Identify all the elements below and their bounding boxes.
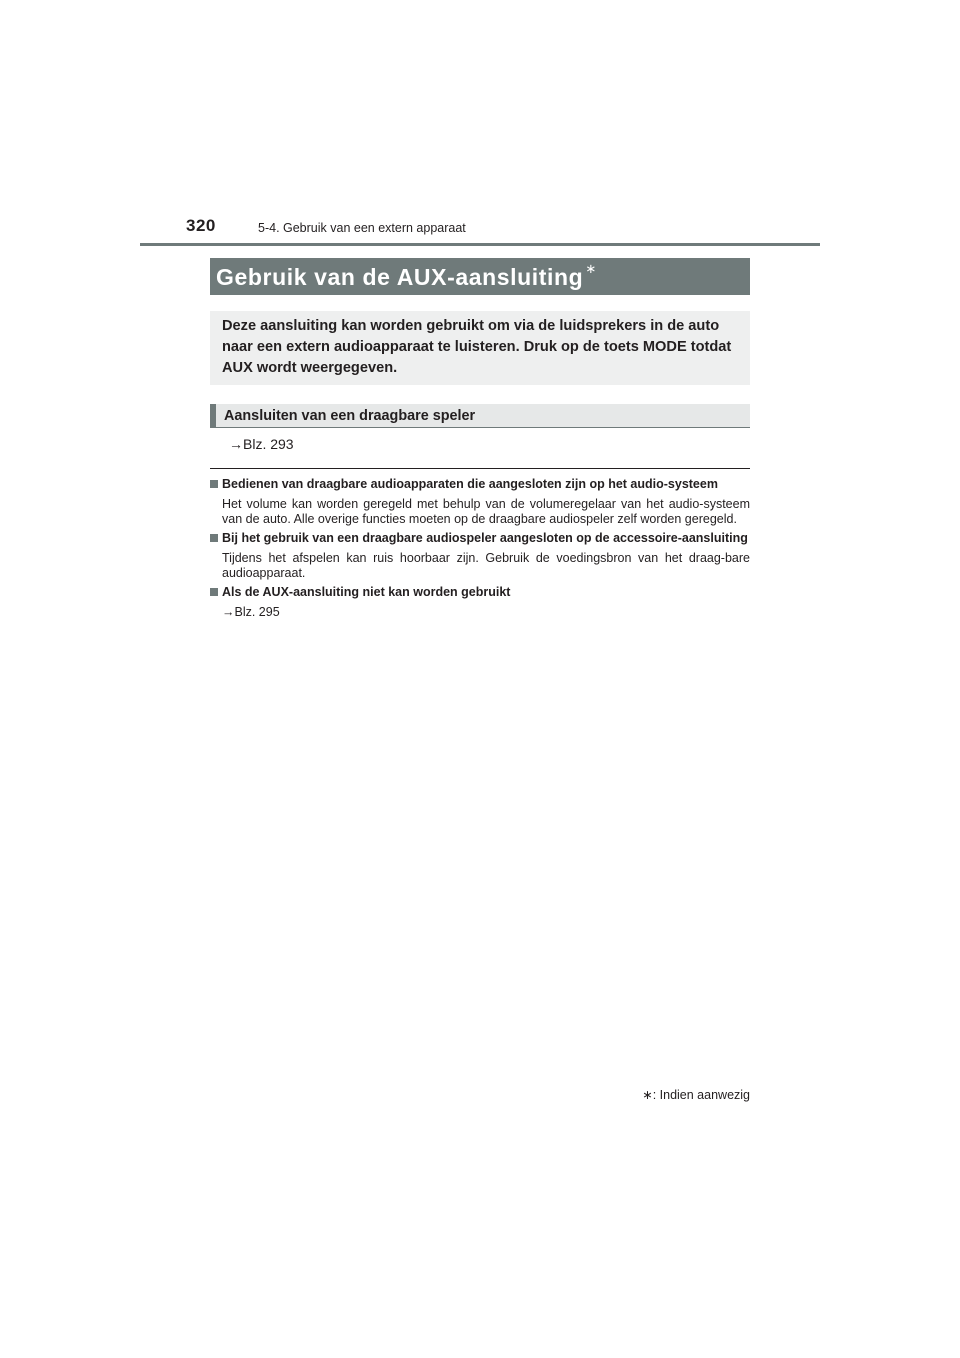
availability-marker: ∗: [585, 261, 597, 276]
square-bullet-icon: [210, 534, 218, 542]
note-title: [210, 531, 750, 546]
section-marker: [210, 404, 216, 427]
section-heading: [210, 404, 750, 428]
section-divider: [210, 468, 750, 469]
note-title-text: Bedienen van draagbare audioapparaten die aangesloten zijn op het audio-systeem: [222, 477, 718, 491]
running-head: 5-4. Gebruik van een extern apparaat: [258, 221, 466, 235]
note-title-text: Bij het gebruik van een draagbare audiospeler aangesloten op de accessoire-aansluiting: [222, 531, 748, 545]
page-number: 320: [186, 216, 216, 235]
square-bullet-icon: [210, 588, 218, 596]
section-heading-label: Aansluiten van een draagbare speler: [224, 408, 476, 424]
page-reference-link[interactable]: →Blz. 295: [222, 605, 280, 619]
note-item: [210, 477, 750, 526]
note-body: Tijdens het afspelen kan ruis hoorbaar zijn. Gebruik de voedingsbron van het draag-bare audioapparaat.: [222, 551, 750, 580]
page-reference-link[interactable]: →Blz. 293: [229, 436, 294, 452]
note-item: [210, 531, 750, 580]
notes-list: [210, 477, 750, 625]
intro-box: Deze aansluiting kan worden gebruikt om via de luidsprekers in de auto naar een extern audioapparaat te luisteren. Druk op de toets MODE totdat AUX wordt weergegeven.: [210, 311, 750, 385]
page-title: [210, 258, 750, 295]
note-body: Het volume kan worden geregeld met behulp van de volumeregelaar van het audio-systeem van de auto. Alle overige functies moeten op de draagbare audiospeler zelf worden geregeld.: [222, 497, 750, 526]
note-title: [210, 585, 750, 600]
note-title: [210, 477, 750, 492]
header-divider: [140, 243, 820, 246]
note-item: [210, 585, 750, 620]
note-title-text: Als de AUX-aansluiting niet kan worden gebruikt: [222, 585, 511, 599]
square-bullet-icon: [210, 480, 218, 488]
page-title-text: Gebruik van de AUX-aansluiting: [216, 264, 584, 290]
footnote: ∗: Indien aanwezig: [642, 1088, 750, 1102]
